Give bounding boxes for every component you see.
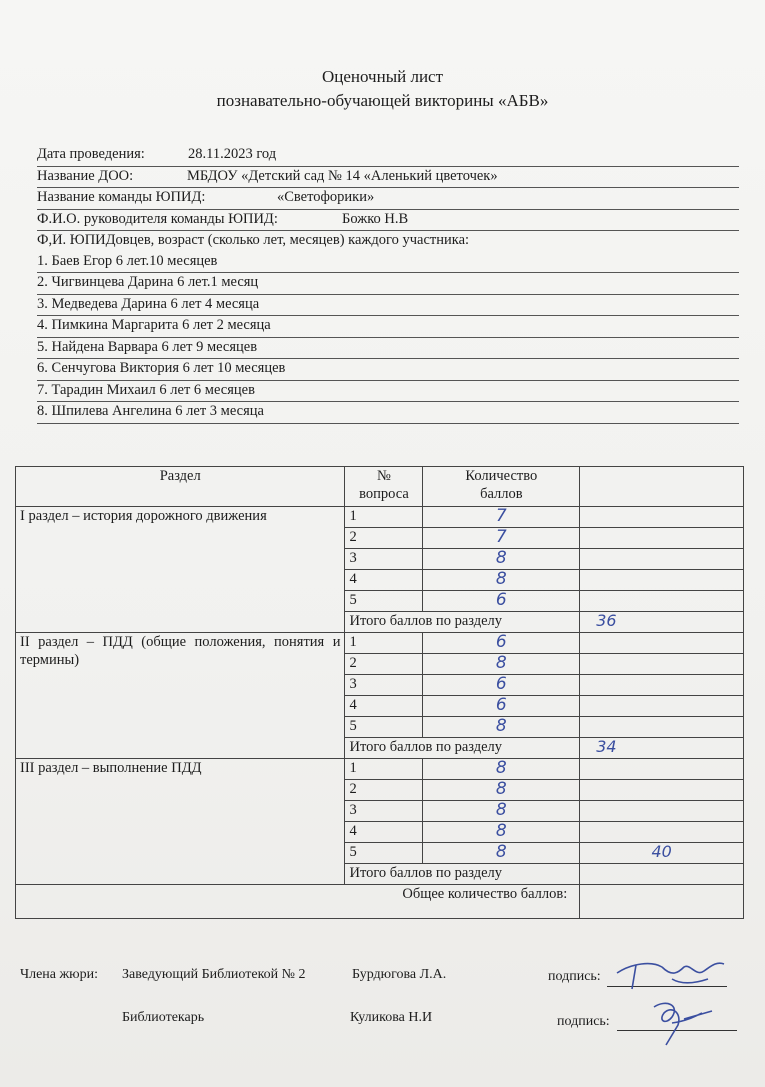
section-name: III раздел – выполнение ПДД — [16, 759, 345, 885]
member-item: 2. Чигвинцева Дарина 6 лет.1 месяц — [37, 274, 259, 290]
question-score: 6 — [423, 633, 580, 654]
question-number: 2 — [345, 654, 423, 675]
header-question — [345, 467, 423, 507]
jury-member2-name: Куликова Н.И — [350, 1010, 433, 1025]
member-row — [37, 252, 739, 274]
grand-total-row — [16, 885, 744, 919]
section-total-value: 34 — [580, 738, 744, 759]
section-total-label: Итого баллов по разделу — [345, 738, 580, 759]
doo-label: Название ДОО: — [37, 167, 134, 184]
section-total-value: 36 — [580, 612, 744, 633]
question-extra — [580, 759, 744, 780]
question-number: 2 — [345, 780, 423, 801]
question-extra — [580, 654, 744, 675]
question-score: 7 — [423, 507, 580, 528]
question-score: 8 — [423, 843, 580, 864]
sections-body — [16, 507, 744, 885]
question-extra — [580, 549, 744, 570]
header-question-line1: № — [377, 468, 391, 484]
question-number: 4 — [345, 570, 423, 591]
table-row — [16, 507, 744, 528]
question-extra — [580, 591, 744, 612]
section-total-label: Итого баллов по разделу — [345, 864, 580, 885]
date-value: 28.11.2023 год — [188, 146, 277, 162]
header-section: Раздел — [16, 467, 345, 507]
member-row — [37, 381, 739, 403]
table-row — [16, 759, 744, 780]
member-row — [37, 273, 739, 295]
question-extra — [580, 822, 744, 843]
grand-total-label: Общее количество баллов: — [16, 885, 580, 919]
member-row — [37, 316, 739, 338]
question-score: 8 — [423, 801, 580, 822]
question-number: 1 — [345, 759, 423, 780]
header-empty — [580, 467, 744, 507]
question-extra — [580, 528, 744, 549]
team-value: «Светофорики» — [277, 189, 375, 205]
question-score: 8 — [423, 822, 580, 843]
jury-label: Члена жюри: — [20, 967, 99, 982]
date-row — [37, 145, 739, 167]
jury-member1-role: Заведующий Библиотекой № 2 — [122, 967, 306, 982]
doo-row — [37, 167, 739, 189]
member-item: 3. Медведева Дарина 6 лет 4 месяца — [37, 295, 260, 312]
jury-member2-role: Библиотекарь — [122, 1010, 205, 1025]
question-score: 6 — [423, 675, 580, 696]
question-number: 1 — [345, 633, 423, 654]
info-block — [37, 145, 739, 424]
score-table — [15, 466, 744, 919]
member-item: 1. Баев Егор 6 лет.10 месяцев — [37, 252, 218, 269]
table-row — [16, 633, 744, 654]
question-number: 4 — [345, 822, 423, 843]
question-number: 3 — [345, 801, 423, 822]
question-extra — [580, 780, 744, 801]
leader-label: Ф.И.О. руководителя команды ЮПИД: — [37, 210, 278, 227]
leader-value: Божко Н.В — [342, 210, 409, 227]
question-number: 1 — [345, 507, 423, 528]
member-item: 6. Сенчугова Виктория 6 лет 10 месяцев — [37, 360, 286, 376]
question-number: 5 — [345, 843, 423, 864]
member-row — [37, 402, 739, 424]
question-extra — [580, 570, 744, 591]
question-score: 7 — [423, 528, 580, 549]
member-row — [37, 295, 739, 317]
document-title: Оценочный лист — [321, 67, 444, 86]
member-row — [37, 338, 739, 360]
members-label: Ф,И. ЮПИДовцев, возраст (сколько лет, месяцев) каждого участника: — [37, 232, 470, 248]
question-number: 2 — [345, 528, 423, 549]
question-score: 6 — [423, 696, 580, 717]
question-extra — [580, 696, 744, 717]
question-number: 5 — [345, 717, 423, 738]
member-item: 8. Шпилева Ангелина 6 лет 3 месяца — [37, 403, 264, 419]
doo-value: МБДОУ «Детский сад № 14 «Аленький цветочек» — [187, 167, 498, 184]
members-label-row — [37, 231, 739, 252]
section-name: II раздел – ПДД (общие положения, понятия и термины) — [16, 633, 345, 759]
team-label: Название команды ЮПИД: — [37, 189, 206, 205]
question-extra — [580, 507, 744, 528]
section-name: I раздел – история дорожного движения — [16, 507, 345, 633]
date-label: Дата проведения: — [37, 146, 145, 162]
document-subtitle: познавательно-обучающей викторины «АБВ» — [216, 91, 549, 110]
member-item: 5. Найдена Варвара 6 лет 9 месяцев — [37, 338, 258, 355]
member-item: 7. Тарадин Михаил 6 лет 6 месяцев — [37, 381, 255, 398]
question-score: 8 — [423, 717, 580, 738]
section-total-value — [580, 864, 744, 885]
header-points-line1: Количество — [465, 468, 538, 484]
question-score: 8 — [423, 759, 580, 780]
header-question-line2: вопроса — [359, 486, 409, 502]
section-total-label: Итого баллов по разделу — [345, 612, 580, 633]
question-number: 3 — [345, 675, 423, 696]
question-extra — [580, 801, 744, 822]
table-header-row — [16, 467, 744, 507]
question-score: 8 — [423, 780, 580, 801]
member-row — [37, 359, 739, 381]
header-points-line2: баллов — [480, 486, 523, 502]
question-number: 3 — [345, 549, 423, 570]
grand-total-value — [580, 885, 744, 919]
jury-signature2-label: подпись: — [557, 1014, 610, 1029]
jury-member1-name: Бурдюгова Л.А. — [352, 967, 447, 982]
member-item: 4. Пимкина Маргарита 6 лет 2 месяца — [37, 317, 271, 333]
leader-row — [37, 210, 739, 232]
question-extra — [580, 717, 744, 738]
question-extra: 40 — [580, 843, 744, 864]
question-number: 5 — [345, 591, 423, 612]
question-extra — [580, 675, 744, 696]
question-extra — [580, 633, 744, 654]
question-score: 8 — [423, 549, 580, 570]
team-row — [37, 188, 739, 210]
signature1-mark — [612, 955, 730, 995]
signature2-mark — [632, 995, 732, 1050]
header-points — [423, 467, 580, 507]
question-score: 6 — [423, 591, 580, 612]
question-number: 4 — [345, 696, 423, 717]
jury-signature1-label: подпись: — [548, 969, 601, 984]
question-score: 8 — [423, 654, 580, 675]
question-score: 8 — [423, 570, 580, 591]
